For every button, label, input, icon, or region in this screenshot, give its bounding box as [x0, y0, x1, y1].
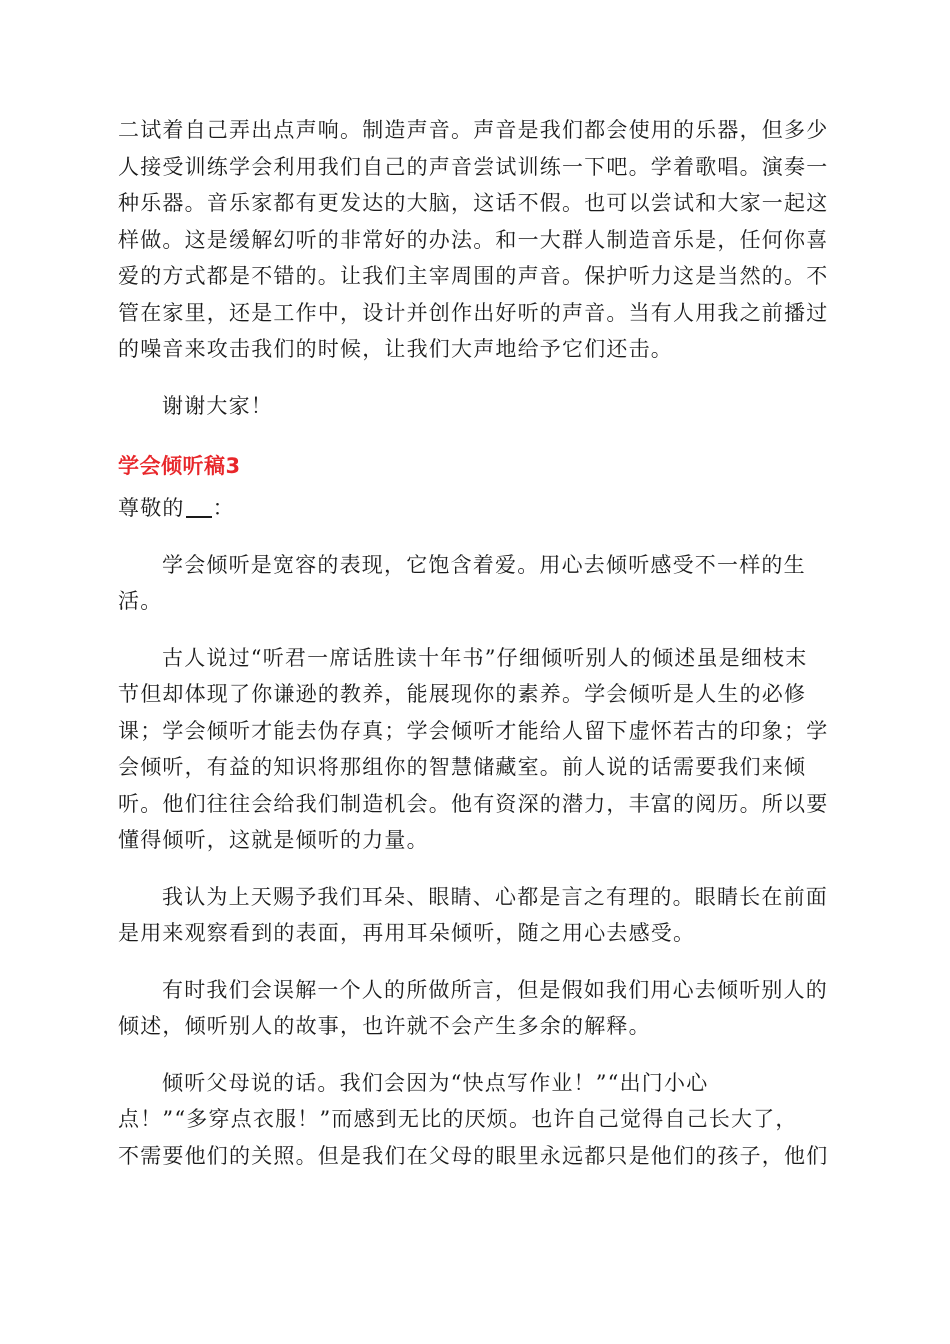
- section-heading: 学会倾听稿3: [118, 454, 241, 478]
- text-line: 倾述，倾听别人的故事，也许就不会产生多余的解释。: [118, 1014, 651, 1038]
- text-line: 古人说过“听君一席话胜读十年书”仔细倾听别人的倾述虽是细枝末: [162, 645, 808, 670]
- text-line: 谢谢大家！: [162, 393, 273, 418]
- text-line: 懂得倾听，这就是倾听的力量。: [118, 828, 429, 852]
- text-line: 有时我们会误解一个人的所做所言，但是假如我们用心去倾听别人的: [162, 977, 828, 1002]
- paragraph-4: [118, 640, 834, 859]
- text-line: 听。他们往往会给我们制造机会。他有资深的潜力，丰富的阅历。所以要: [118, 791, 829, 816]
- blank-underline: [186, 496, 212, 518]
- text-line: 样做。这是缓解幻听的非常好的办法。和一大群人制造音乐是，任何你喜: [118, 227, 829, 252]
- document-page: [118, 112, 834, 1174]
- text-line: 点！”“多穿点衣服！”而感到无比的厌烦。也许自己觉得自己长大了，: [118, 1107, 798, 1131]
- text-line: 我认为上天赐予我们耳朵、眼睛、心都是言之有理的。眼睛长在前面: [162, 884, 828, 909]
- text-line: 节但却体现了你谦逊的教养，能展现你的素养。学会倾听是人生的必修: [118, 682, 807, 706]
- text-line: 爱的方式都是不错的。让我们主宰周围的声音。保护听力这是当然的。不: [118, 264, 829, 288]
- salutation: [118, 490, 834, 527]
- text-line: 二试着自己弄出点声响。制造声音。声音是我们都会使用的乐器，但多少: [118, 118, 829, 142]
- paragraph-1: [118, 112, 834, 368]
- salutation-prefix: 尊敬的: [118, 496, 185, 520]
- paragraph-7: [118, 1065, 834, 1175]
- paragraph-6: [118, 972, 834, 1045]
- text-line: 倾听父母说的话。我们会因为“快点写作业！”“出门小心: [162, 1070, 709, 1095]
- salutation-suffix: ：: [212, 496, 235, 520]
- text-line: 活。: [118, 589, 163, 613]
- text-line: 不需要他们的关照。但是我们在父母的眼里永远都只是他们的孩子，他们: [118, 1143, 829, 1168]
- paragraph-5: [118, 879, 834, 952]
- text-line: 管在家里，还是工作中，设计并创作出好听的声音。当有人用我之前播过: [118, 300, 829, 325]
- text-line: 会倾听，有益的知识将那组你的智慧储藏室。前人说的话需要我们来倾: [118, 755, 807, 779]
- text-line: 人接受训练学会利用我们自己的声音尝试训练一下吧。学着歌唱。演奏一: [118, 154, 829, 179]
- text-line: 学会倾听是宽容的表现，它饱含着爱。用心去倾听感受不一样的生: [162, 552, 806, 577]
- text-line: 课；学会倾听才能去伪存真；学会倾听才能给人留下虚怀若古的印象；学: [118, 718, 829, 743]
- paragraph-3: [118, 547, 834, 620]
- text-line: 是用来观察看到的表面，再用耳朵倾听，随之用心去感受。: [118, 921, 696, 945]
- text-line: 的噪音来攻击我们的时候，让我们大声地给予它们还击。: [118, 337, 673, 361]
- text-line: 种乐器。音乐家都有更发达的大脑，这话不假。也可以尝试和大家一起这: [118, 191, 829, 215]
- paragraph-closing: [118, 388, 834, 425]
